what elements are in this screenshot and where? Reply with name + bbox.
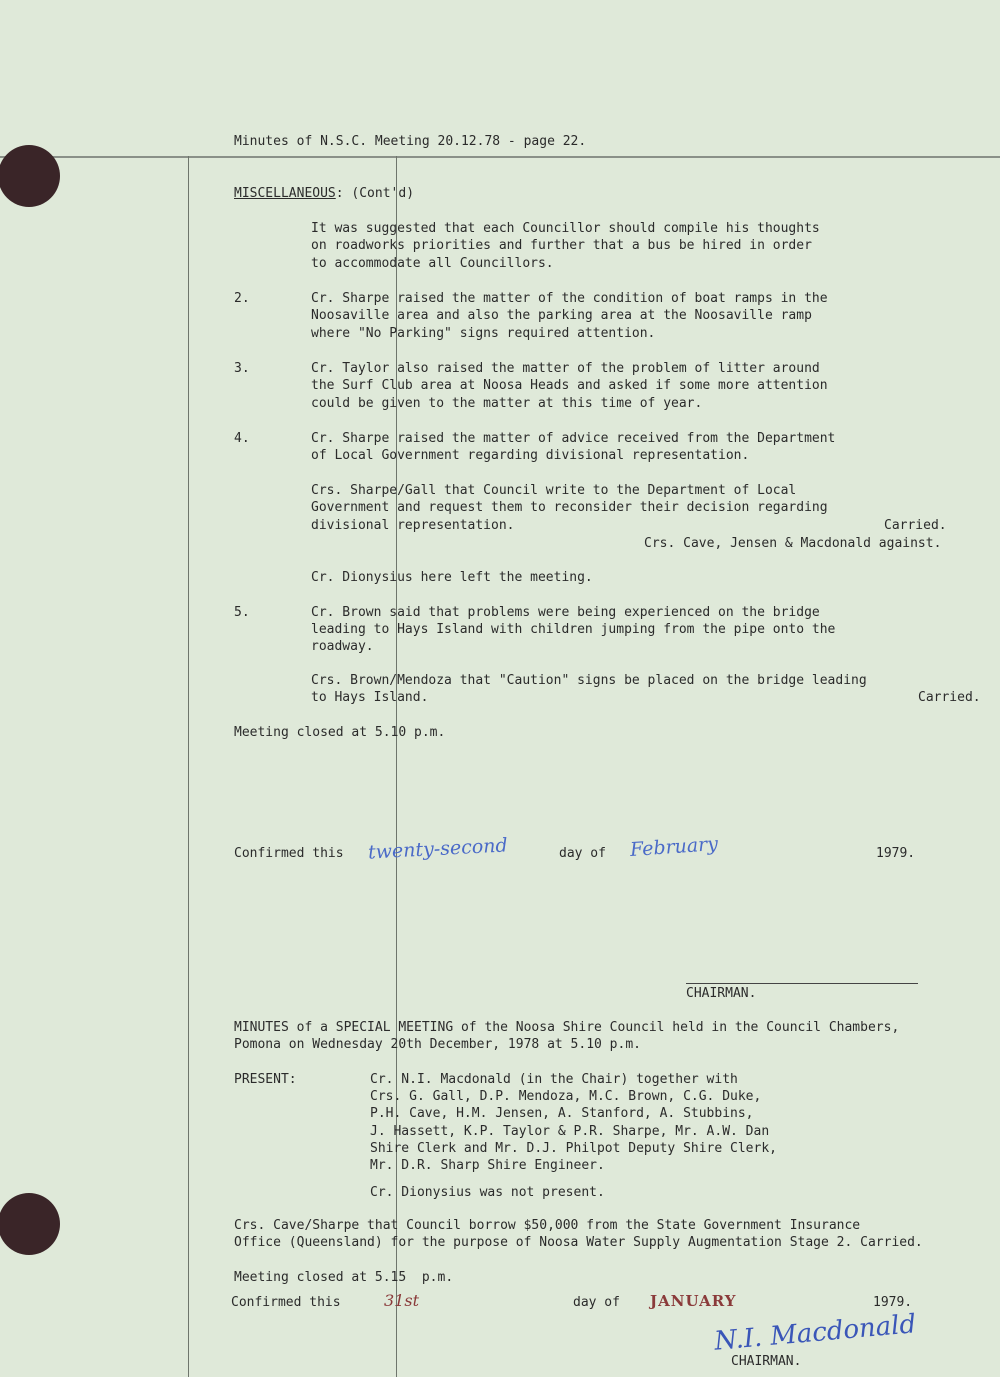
item2-line-2: Noosaville area and also the parking area at the Noosaville ramp — [311, 308, 812, 323]
present-line-4: J. Hassett, K.P. Taylor & P.R. Sharpe, Mr. A.W. Dan — [370, 1124, 770, 1139]
confirm2-label: Confirmed this — [231, 1295, 341, 1310]
margin-line — [188, 156, 189, 1377]
confirm1-month-handwritten: February — [629, 832, 719, 862]
item4-line-2: of Local Government regarding divisional representation. — [311, 448, 750, 463]
meeting-closed-1: Meeting closed at 5.10 p.m. — [234, 725, 446, 740]
item5-line-2: leading to Hays Island with children jumping from the pipe onto the — [311, 622, 836, 637]
item4-motion-line-1: Crs. Sharpe/Gall that Council write to the Department of Local — [311, 483, 797, 498]
confirm1-day-handwritten: twenty-second — [367, 834, 509, 864]
confirm2-day-handwritten: 31st — [384, 1291, 419, 1310]
confirm1-year: 1979. — [876, 846, 916, 861]
dionysius-left: Cr. Dionysius here left the meeting. — [311, 570, 593, 585]
present-line-2: Crs. G. Gall, D.P. Mendoza, M.C. Brown, C.G. Duke, — [370, 1089, 762, 1104]
item3-line-1: Cr. Taylor also raised the matter of the problem of litter around — [311, 361, 820, 376]
item-number-2: 2. — [234, 291, 250, 306]
special-minutes-line-2: Pomona on Wednesday 20th December, 1978 at 5.10 p.m. — [234, 1037, 641, 1052]
header-rule — [0, 156, 1000, 158]
item5-carried: Carried. — [918, 690, 981, 705]
present-label: PRESENT: — [234, 1072, 297, 1087]
present-line-3: P.H. Cave, H.M. Jensen, A. Stanford, A. Stubbins, — [370, 1106, 754, 1121]
item5-line-1: Cr. Brown said that problems were being experienced on the bridge — [311, 605, 820, 620]
confirm1-day-of: day of — [559, 846, 606, 861]
item5-motion-line-1: Crs. Brown/Mendoza that "Caution" signs be placed on the bridge leading — [311, 673, 867, 688]
item5-motion-line-2: to Hays Island. — [311, 690, 429, 705]
item3-line-3: could be given to the matter at this time of year. — [311, 396, 703, 411]
intro-line-3: to accommodate all Councillors. — [311, 256, 554, 271]
section-title — [234, 185, 414, 203]
chairman-signature-handwritten: N.I. Macdonald — [713, 1309, 918, 1357]
item-number-5: 5. — [234, 605, 250, 620]
chairman-signature-line-1 — [686, 983, 918, 984]
item2-line-3: where "No Parking" signs required attention. — [311, 326, 656, 341]
item4-against: Crs. Cave, Jensen & Macdonald against. — [644, 536, 942, 551]
present-line-1: Cr. N.I. Macdonald (in the Chair) together with — [370, 1072, 738, 1087]
item5-line-3: roadway. — [311, 639, 374, 654]
intro-line-2: on roadworks priorities and further that a bus be hired in order — [311, 238, 812, 253]
present-line-5: Shire Clerk and Mr. D.J. Philpot Deputy Shire Clerk, — [370, 1141, 777, 1156]
special-motion-line-1: Crs. Cave/Sharpe that Council borrow $50,000 from the State Government Insurance — [234, 1218, 861, 1233]
chairman-label-2: CHAIRMAN. — [731, 1354, 802, 1369]
special-motion-line-2: Office (Queensland) for the purpose of Noosa Water Supply Augmentation Stage 2. Carried. — [234, 1235, 923, 1250]
confirm2-month-handwritten: JANUARY — [650, 1292, 737, 1310]
section-title-suffix: : (Cont'd) — [335, 186, 415, 201]
not-present: Cr. Dionysius was not present. — [370, 1185, 605, 1200]
item4-motion-line-3: divisional representation. — [311, 518, 515, 533]
item4-carried: Carried. — [884, 518, 947, 533]
confirm2-year: 1979. — [873, 1295, 913, 1310]
item4-motion-line-2: Government and request them to reconsider their decision regarding — [311, 500, 828, 515]
item3-line-2: the Surf Club area at Noosa Heads and asked if some more attention — [311, 378, 828, 393]
special-minutes-line-1: MINUTES of a SPECIAL MEETING of the Noosa Shire Council held in the Council Chambers, — [234, 1020, 900, 1035]
punch-hole-top-tab — [0, 170, 22, 182]
chairman-label-1: CHAIRMAN. — [686, 986, 757, 1001]
present-line-6: Mr. D.R. Sharp Shire Engineer. — [370, 1158, 605, 1173]
meeting-closed-2: Meeting closed at 5.15 p.m. — [234, 1270, 454, 1285]
confirm1-label: Confirmed this — [234, 846, 344, 861]
section-title-text: MISCELLANEOUS — [234, 186, 336, 201]
page-header: Minutes of N.S.C. Meeting 20.12.78 - page 22. — [234, 134, 587, 149]
item4-line-1: Cr. Sharpe raised the matter of advice received from the Department — [311, 431, 836, 446]
item-number-4: 4. — [234, 431, 250, 446]
item2-line-1: Cr. Sharpe raised the matter of the condition of boat ramps in the — [311, 291, 828, 306]
intro-line-1: It was suggested that each Councillor should compile his thoughts — [311, 221, 820, 236]
punch-hole-bottom-tab — [0, 1218, 22, 1230]
confirm2-day-of: day of — [573, 1295, 620, 1310]
item-number-3: 3. — [234, 361, 250, 376]
